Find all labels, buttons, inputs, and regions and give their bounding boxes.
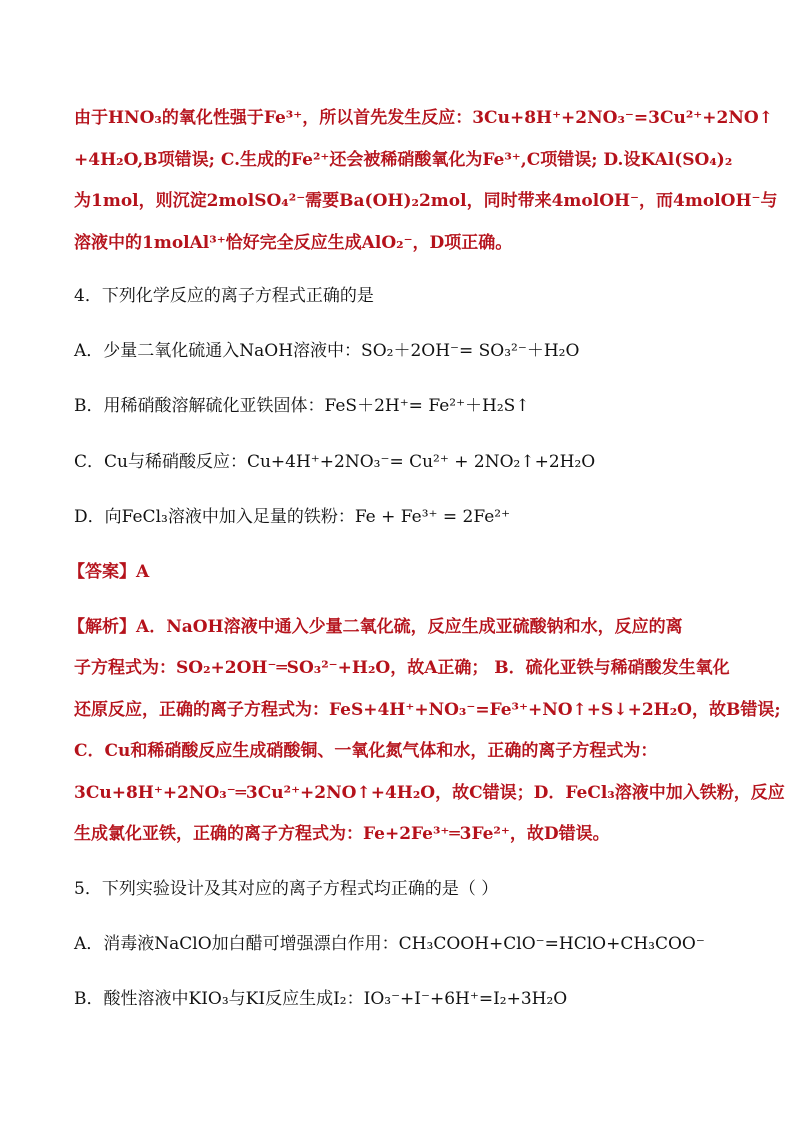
question-4-analysis-line-2: 子方程式为：SO₂+2OH⁻═SO₃²⁻+H₂O，故A正确； B．硫化亚铁与稀硝酸发生氧化 bbox=[74, 658, 730, 678]
question-4-option-b: B．用稀硝酸溶解硫化亚铁固体：FeS＋2H⁺= Fe²⁺＋H₂S↑ bbox=[74, 396, 530, 416]
question-4-analysis-line-3: 还原反应，正确的离子方程式为：FeS+4H⁺+NO₃⁻=Fe³⁺+NO↑+S↓+2H₂O，故B错误; bbox=[74, 700, 781, 720]
analysis-prev-line-4: 溶液中的1molAl³⁺恰好完全反应生成AlO₂⁻，D项正确。 bbox=[74, 233, 513, 253]
analysis-prev-line-2: +4H₂O,B项错误; C.生成的Fe²⁺还会被稀硝酸氧化为Fe³⁺,C项错误; D.设KAl(SO₄)₂ bbox=[74, 150, 733, 170]
question-5-option-a: A．消毒液NaClO加白醋可增强漂白作用：CH₃COOH+ClO⁻=HClO+CH₃COO⁻ bbox=[74, 934, 705, 954]
question-4-analysis-line-1: 【解析】A．NaOH溶液中通入少量二氧化硫，反应生成亚硫酸钠和水，反应的离 bbox=[68, 617, 683, 637]
question-4-analysis-line-6: 生成氯化亚铁，正确的离子方程式为：Fe+2Fe³⁺═3Fe²⁺，故D错误。 bbox=[74, 824, 610, 844]
question-4-option-d: D．向FeCl₃溶液中加入足量的铁粉：Fe + Fe³⁺ = 2Fe²⁺ bbox=[74, 507, 511, 527]
question-4-option-c: C．Cu与稀硝酸反应：Cu+4H⁺+2NO₃⁻= Cu²⁺ + 2NO₂↑+2H₂O bbox=[74, 452, 596, 472]
question-4-option-a: A．少量二氧化硫通入NaOH溶液中：SO₂＋2OH⁻= SO₃²⁻＋H₂O bbox=[74, 341, 580, 361]
question-4-analysis-line-4: C．Cu和稀硝酸反应生成硝酸铜、一氧化氮气体和水，正确的离子方程式为： bbox=[74, 741, 658, 761]
question-4-answer: 【答案】A bbox=[68, 562, 150, 582]
question-4-analysis-line-5: 3Cu+8H⁺+2NO₃⁻═3Cu²⁺+2NO↑+4H₂O，故C错误；D．FeCl₃溶液中加入铁粉，反应 bbox=[74, 783, 785, 803]
question-4-stem: 4．下列化学反应的离子方程式正确的是 bbox=[74, 286, 374, 306]
question-5-stem: 5．下列实验设计及其对应的离子方程式均正确的是（ ） bbox=[74, 879, 499, 899]
analysis-prev-line-3: 为1mol，则沉淀2molSO₄²⁻需要Ba(OH)₂2mol，同时带来4molOH⁻，而4molOH⁻与 bbox=[74, 191, 778, 211]
question-5-option-b: B．酸性溶液中KIO₃与KI反应生成I₂：IO₃⁻+I⁻+6H⁺=I₂+3H₂O bbox=[74, 989, 568, 1009]
analysis-prev-line-1: 由于HNO₃的氧化性强于Fe³⁺，所以首先发生反应：3Cu+8H⁺+2NO₃⁻=3Cu²⁺+2NO↑ bbox=[74, 108, 773, 128]
